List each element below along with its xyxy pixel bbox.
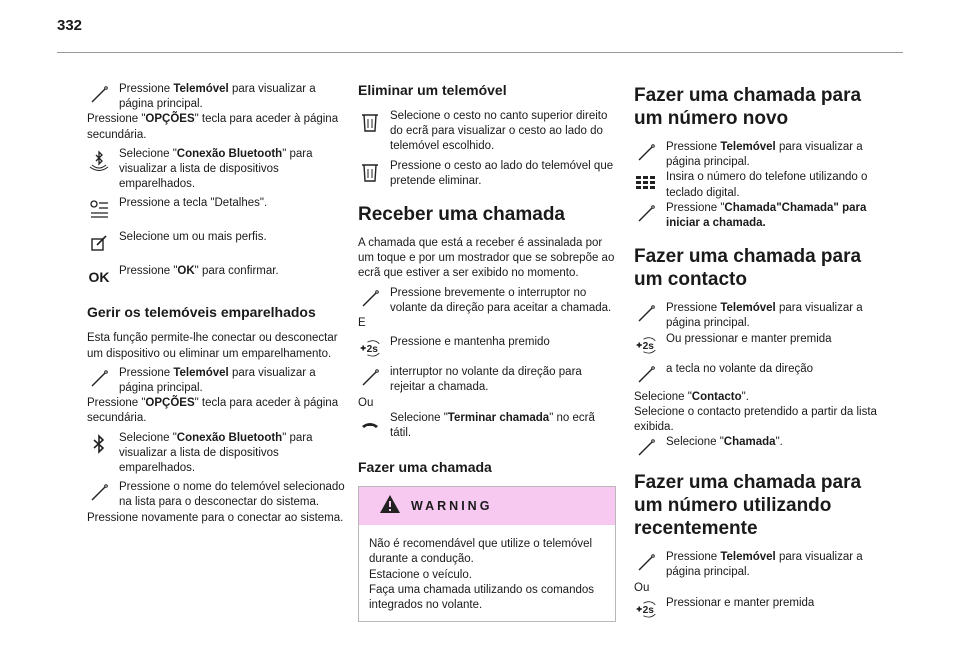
step-accept-call: Pressione brevemente o interruptor no volante da direção para aceitar a chamada. — [358, 286, 616, 316]
pen-touch-icon — [634, 552, 658, 574]
ok-icon: OK — [88, 268, 110, 285]
step-press-hold: 2s Pressione e mantenha premido — [358, 335, 616, 357]
heading-new-number: Fazer uma chamada para um número novo — [634, 85, 862, 129]
step-press-trash: Pressione o cesto ao lado do telemóvel que pretende eliminar. — [358, 159, 616, 189]
bluetooth-icon — [87, 433, 111, 455]
text-or: Ou — [358, 396, 374, 409]
step-keypad: Insira o número do telefone utilizando o teclado digital. — [634, 170, 892, 200]
step-phone-home-2: Pressione Telemóvel para visualizar a página principal. — [87, 366, 345, 396]
text-and: E — [358, 317, 366, 330]
heading-manage-paired: Gerir os telemóveis emparelhados — [87, 304, 316, 321]
page-number: 332 — [57, 17, 83, 34]
heading-receive-call: Receber uma chamada — [358, 204, 565, 226]
pen-touch-icon — [634, 364, 658, 386]
keypad-icon — [634, 172, 658, 194]
step-end-call: Selecione "Terminar chamada" no ecrã tátil. — [358, 411, 616, 441]
bluetooth-touch-icon — [87, 149, 111, 171]
text-select-contact: Selecione "Contacto". — [634, 390, 749, 403]
column-2 — [358, 82, 616, 622]
steering-2s-icon — [634, 334, 658, 356]
pen-touch-icon — [634, 437, 658, 459]
step-steering-key: a tecla no volante da direção — [634, 362, 892, 384]
text-reconnect: Pressione novamente para o conectar ao sistema. — [87, 511, 344, 524]
step-call-new: Pressione "Chamada"Chamada" para iniciar a chamada. — [634, 201, 892, 231]
text-options: Pressione "OPÇÕES" tecla para aceder à página secundária. — [87, 113, 339, 141]
hang-up-icon — [358, 413, 382, 435]
step-select-call: Selecione "Chamada". — [634, 435, 892, 457]
text-select-from-list: Selecione o contacto pretendido a partir da lista exibida. — [634, 405, 877, 434]
step-ok: OK Pressione "OK" para confirmar. — [87, 264, 345, 286]
svg-text:2s: 2s — [642, 340, 654, 352]
column-1 — [87, 82, 345, 526]
pen-touch-icon — [87, 482, 111, 504]
warning-body: Não é recomendável que utilize o telemóvel durante a condução. Estacione o veículo. Faça uma chamada utilizando os comandos integrados no volante. — [369, 538, 595, 612]
step-phone-home-5: Pressione Telemóvel para visualizar a página principal. — [634, 550, 892, 580]
trash-icon — [358, 111, 382, 133]
steering-2s-icon — [358, 337, 382, 359]
step-hold-2s: 2s Ou pressionar e manter premida — [634, 332, 892, 354]
step-hold-2s-2: 2s Pressionar e manter premida — [634, 596, 892, 618]
step-phone-home-3: Pressione Telemóvel para visualizar a página principal. — [634, 140, 892, 170]
header-rule — [57, 52, 903, 53]
steering-2s-icon — [634, 598, 658, 620]
warning-box — [358, 486, 616, 622]
text-options-2: Pressione "OPÇÕES" tecla para aceder à página secundária. — [87, 397, 339, 425]
step-details: Pressione a tecla "Detalhes". — [87, 196, 345, 218]
pen-touch-icon — [634, 203, 658, 225]
pen-touch-icon — [634, 142, 658, 164]
step-reject-call: interruptor no volante da direção para rejeitar a chamada. — [358, 365, 616, 395]
text-manage-intro: Esta função permite-lhe conectar ou desconectar um dispositivo ou eliminar um emparelhamento. — [87, 332, 338, 360]
pen-touch-icon — [87, 84, 111, 106]
pen-touch-icon — [87, 368, 111, 390]
text-or-2: Ou — [634, 581, 650, 594]
pen-touch-icon — [358, 288, 382, 310]
heading-recent-call: Fazer uma chamada para um número utilizando recentemente — [634, 472, 862, 540]
column-3 — [634, 82, 892, 618]
svg-text:2s: 2s — [642, 605, 654, 617]
checkbox-edit-icon — [87, 232, 111, 254]
warning-title: WARNING — [411, 498, 493, 513]
details-list-icon — [87, 198, 111, 220]
pen-touch-icon — [634, 303, 658, 325]
step-bluetooth-2: Selecione "Conexão Bluetooth" para visualizar a lista de dispositivos emparelhados. — [87, 431, 345, 477]
step-phone-home-4: Pressione Telemóvel para visualizar a página principal. — [634, 301, 892, 331]
step-disconnect: Pressione o nome do telemóvel selecionado na lista para o desconectar do sistema. — [87, 480, 345, 510]
svg-text:2s: 2s — [366, 344, 378, 356]
step-phone-home: Pressione Telemóvel para visualizar a página principal. — [87, 82, 345, 112]
step-select-trash: Selecione o cesto no canto superior direito do ecrã para visualizar o cesto ao lado do telemóvel escolhido. — [358, 109, 616, 155]
step-profiles: Selecione um ou mais perfis. — [87, 230, 345, 252]
heading-delete-phone: Eliminar um telemóvel — [358, 82, 507, 98]
text-receive-intro: A chamada que está a receber é assinalada por um toque e por um mostrador que se sobrepõe ao ecrã que estiver a ser exibido no momento. — [358, 237, 615, 280]
trash-icon — [358, 161, 382, 183]
heading-make-call: Fazer uma chamada — [358, 459, 492, 476]
pen-touch-icon — [358, 367, 382, 389]
warning-header — [359, 487, 615, 525]
heading-contact-call: Fazer uma chamada para um contacto — [634, 246, 862, 291]
step-bluetooth: Selecione "Conexão Bluetooth" para visualizar a lista de dispositivos emparelhados. — [87, 147, 345, 193]
warning-triangle-icon — [379, 494, 401, 519]
